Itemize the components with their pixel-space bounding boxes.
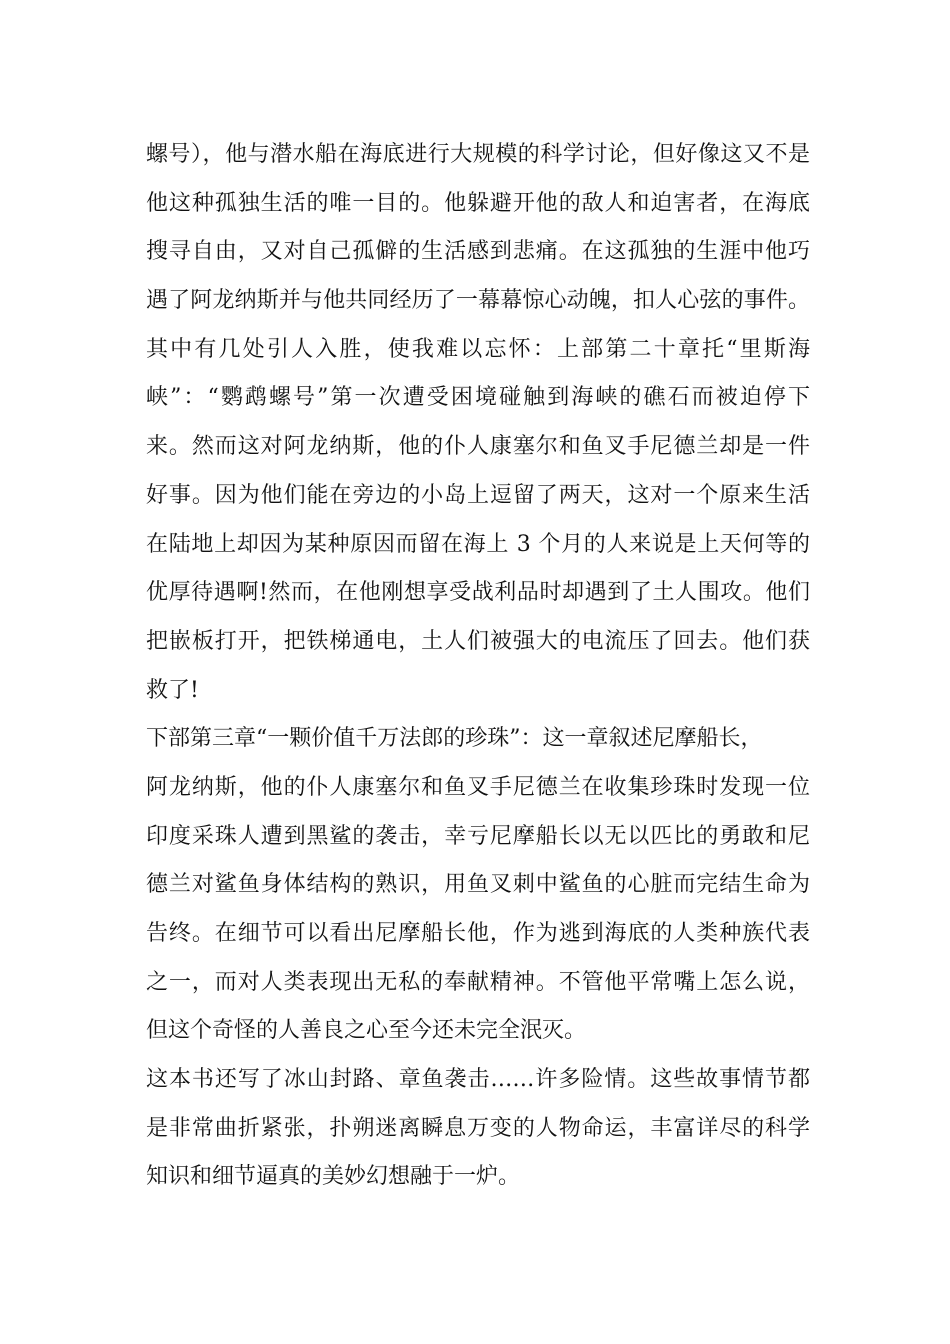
text-line: 峡”：“鹦鹉螺号”第一次遭受困境碰触到海峡的礁石而被迫停下: [146, 385, 810, 411]
text-line: 阿龙纳斯，他的仆人康塞尔和鱼叉手尼德兰在收集珍珠时发现一位: [146, 774, 810, 800]
text-line: 知识和细节逼真的美妙幻想融于一炉。: [146, 1164, 521, 1190]
text-line: 德兰对鲨鱼身体结构的熟识，用鱼叉刺中鲨鱼的心脏而完结生命为: [146, 872, 810, 898]
text-line: 印度采珠人遭到黑鲨的袭击，幸亏尼摩船长以无以匹比的勇敢和尼: [146, 823, 810, 849]
text-line: 优厚待遇啊!然而，在他刚想享受战利品时却遇到了土人围攻。他们: [146, 580, 810, 606]
text-line: 把嵌板打开，把铁梯通电，土人们被强大的电流压了回去。他们获: [146, 628, 810, 654]
text-line: 是非常曲折紧张，扑朔迷离瞬息万变的人物命运，丰富详尽的科学: [146, 1115, 810, 1141]
text-line: 他这种孤独生活的唯一目的。他躲避开他的敌人和迫害者，在海底: [146, 190, 810, 216]
text-line: 但这个奇怪的人善良之心至今还未完全泯灭。: [146, 1018, 587, 1044]
text-line: 这本书还写了冰山封路、章鱼袭击……许多险情。这些故事情节都: [146, 1067, 810, 1093]
text-line: 在陆地上却因为某种原因而留在海上 3 个月的人来说是上天何等的: [146, 531, 810, 557]
body-text: [146, 131, 810, 1202]
text-line: 下部第三章“一颗价值千万法郎的珍珠”：这一章叙述尼摩船长，: [146, 726, 763, 752]
text-line: 告终。在细节可以看出尼摩船长他，作为逃到海底的人类种族代表: [146, 921, 810, 946]
text-line: 遇了阿龙纳斯并与他共同经历了一幕幕惊心动魄，扣人心弦的事件。: [146, 288, 810, 314]
text-line: 搜寻自由，又对自己孤僻的生活感到悲痛。在这孤独的生涯中他巧: [146, 239, 810, 265]
text-line: 好事。因为他们能在旁边的小岛上逗留了两天，这对一个原来生活: [146, 482, 810, 508]
text-line: 来。然而这对阿龙纳斯，他的仆人康塞尔和鱼叉手尼德兰却是一件: [146, 434, 810, 460]
text-line: 救了!: [146, 677, 199, 703]
text-line: 其中有几处引人入胜，使我难以忘怀：上部第二十章托“里斯海: [146, 336, 810, 362]
text-line: 螺号），他与潜水船在海底进行大规模的科学讨论，但好像这又不是: [146, 142, 810, 167]
text-line: 之一，而对人类表现出无私的奉献精神。不管他平常嘴上怎么说，: [146, 969, 810, 995]
